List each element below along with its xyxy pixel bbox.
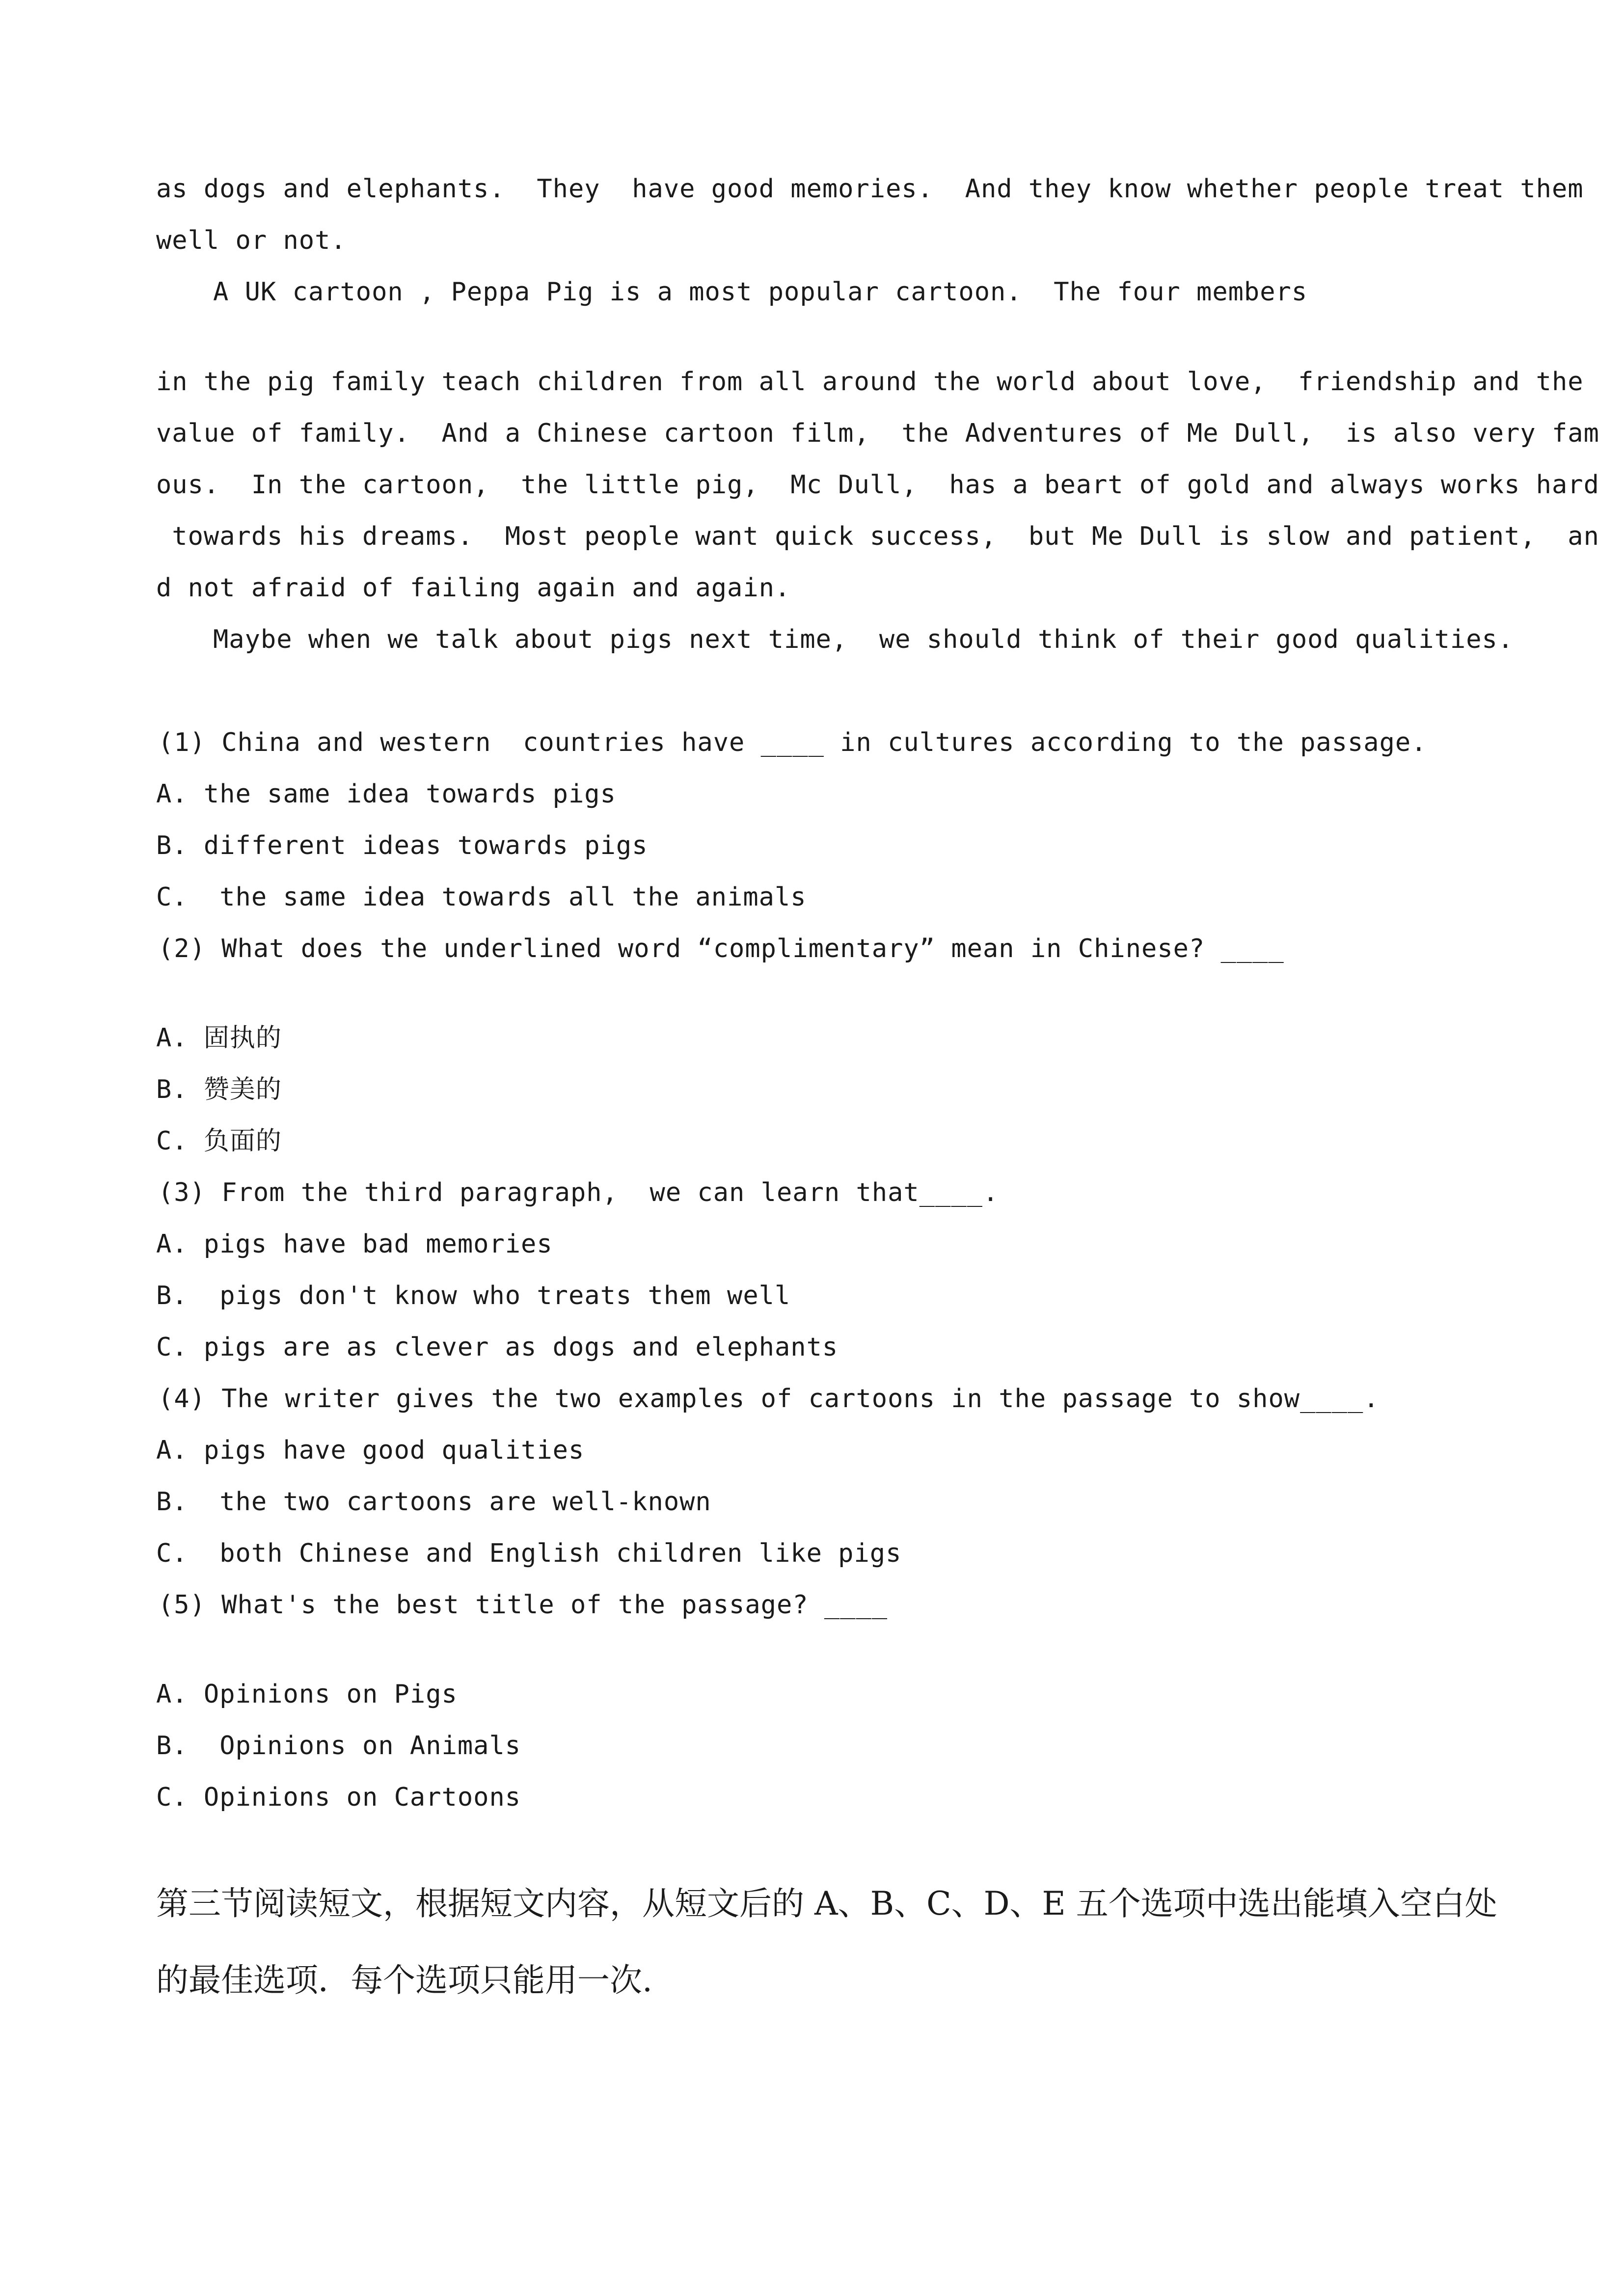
question-stem: (5) What's the best title of the passage? ____ xyxy=(158,1590,888,1620)
answer-option: C. the same idea towards all the animals xyxy=(156,882,807,912)
answer-option: B. 赞美的 xyxy=(156,1075,282,1104)
question-stem: (3) From the third paragraph, we can learn that____. xyxy=(158,1178,999,1207)
answer-option: C. Opinions on Cartoons xyxy=(156,1783,521,1812)
answer-option: B. the two cartoons are well-known xyxy=(156,1487,711,1517)
answer-option: C. pigs are as clever as dogs and elephants xyxy=(156,1333,839,1362)
passage-line: ous. In the cartoon, the little pig, Mc Dull, has a beart of gold and always works hard xyxy=(156,470,1599,500)
answer-option: A. Opinions on Pigs xyxy=(156,1680,458,1709)
answer-option: C. both Chinese and English children like pigs xyxy=(156,1539,902,1568)
passage-line: d not afraid of failing again and again. xyxy=(156,573,791,603)
passage-line: A UK cartoon , Peppa Pig is a most popular cartoon. The four members xyxy=(213,277,1308,307)
passage-line: well or not. xyxy=(156,226,347,255)
answer-option: B. Opinions on Animals xyxy=(156,1731,521,1761)
passage-line: value of family. And a Chinese cartoon film, the Adventures of Me Dull, is also very fam xyxy=(156,419,1599,448)
question-stem: (1) China and western countries have ____ in cultures according to the passage. xyxy=(158,728,1427,757)
answer-option: A. 固执的 xyxy=(156,1023,282,1053)
passage-line: in the pig family teach children from all around the world about love, friendship and the xyxy=(156,367,1584,397)
passage-line: as dogs and elephants. They have good memories. And they know whether people treat them xyxy=(156,174,1584,204)
answer-option: A. pigs have bad memories xyxy=(156,1229,553,1259)
answer-option: A. pigs have good qualities xyxy=(156,1436,585,1465)
answer-option: A. the same idea towards pigs xyxy=(156,779,616,809)
answer-option: B. pigs don't know who treats them well xyxy=(156,1281,791,1310)
question-stem: (4) The writer gives the two examples of cartoons in the passage to show____. xyxy=(158,1384,1380,1414)
question-stem: (2) What does the underlined word “complimentary” mean in Chinese? ____ xyxy=(158,934,1284,963)
section-instruction: 第三节阅读短文，根据短文内容，从短文后的 A、B、C、D、E 五个选项中选出能填入空白处 xyxy=(156,1885,1497,1922)
passage-line: towards his dreams. Most people want quick success, but Me Dull is slow and patient, an xyxy=(156,522,1599,551)
passage-line: Maybe when we talk about pigs next time, we should think of their good qualities. xyxy=(213,625,1514,654)
answer-option: C. 负面的 xyxy=(156,1126,282,1156)
section-instruction: 的最佳选项．每个选项只能用一次. xyxy=(156,1961,652,1999)
answer-option: B. different ideas towards pigs xyxy=(156,831,648,860)
